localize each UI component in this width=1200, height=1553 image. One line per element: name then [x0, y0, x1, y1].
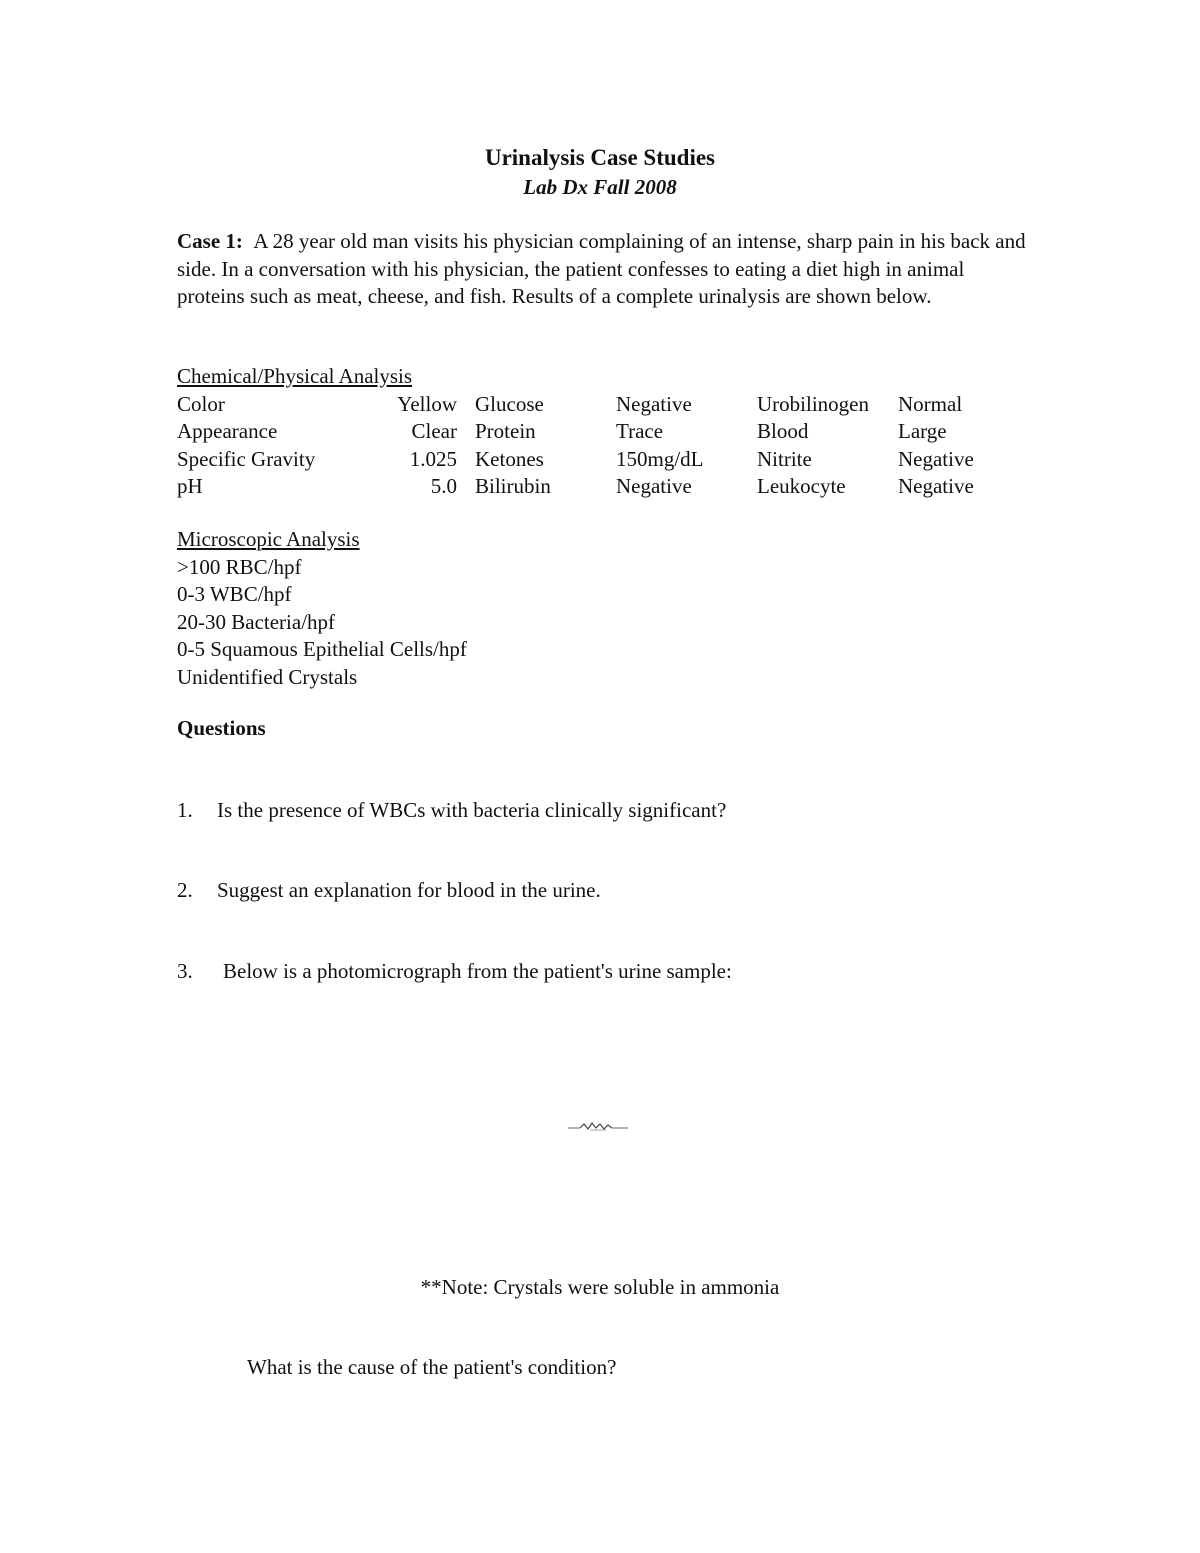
microscopic-analysis-list: [177, 554, 467, 692]
test-name: Specific Gravity: [177, 446, 316, 471]
chemical-table-row: [177, 473, 1018, 501]
test-name: pH: [177, 474, 203, 498]
question-text: Below is a photomicrograph from the patient's urine sample:: [223, 959, 732, 983]
crystal-note: **Note: Crystals were soluble in ammonia: [420, 1275, 780, 1299]
test-name: Leukocyte: [757, 474, 846, 498]
document-subtitle: Lab Dx Fall 2008: [523, 175, 677, 199]
question-text: Suggest an explanation for blood in the urine.: [217, 878, 601, 902]
question-1: [177, 797, 726, 825]
microscopic-item: 0-3 WBC/hpf: [177, 582, 292, 606]
test-name: Glucose: [475, 391, 544, 416]
test-result: Negative: [616, 391, 692, 416]
test-name: Protein: [475, 419, 536, 443]
test-result: Normal: [898, 391, 963, 416]
chemical-analysis-section: [177, 363, 1018, 501]
test-name: Nitrite: [757, 446, 812, 471]
microscopic-item: 20-30 Bacteria/hpf: [177, 609, 336, 634]
case-intro-paragraph: [177, 228, 1027, 311]
case-label: Case 1:: [177, 229, 243, 253]
microscopic-item: >100 RBC/hpf: [177, 554, 302, 579]
test-result: Yellow: [397, 391, 457, 416]
question-2: [177, 877, 601, 905]
test-result: 150mg/dL: [616, 446, 704, 471]
test-name: Urobilinogen: [757, 391, 869, 416]
chemical-analysis-heading: Chemical/Physical Analysis: [177, 364, 413, 388]
test-result: Negative: [616, 474, 692, 498]
chemical-analysis-table: [177, 391, 1018, 501]
test-name: Bilirubin: [475, 474, 551, 498]
test-name: Blood: [757, 419, 809, 443]
test-result: Trace: [616, 419, 664, 443]
test-result: Clear: [411, 419, 457, 443]
questions-heading: Questions: [177, 716, 266, 740]
chemical-table-row: [177, 391, 1018, 419]
test-name: Ketones: [475, 446, 544, 471]
test-result: Negative: [898, 474, 974, 498]
question-number: 3.: [177, 959, 193, 983]
case-text: A 28 year old man visits his physician complaining of an intense, sharp pain in his back and side. In a conversation with his physician, the patient confesses to eating a diet high in animal proteins such as meat, cheese, and fish. Results of a complete urinalysis are shown below.: [177, 229, 1026, 308]
test-result: Negative: [898, 446, 974, 471]
test-result: Large: [898, 419, 947, 443]
question-number: 2.: [177, 878, 193, 902]
question-number: 1.: [177, 798, 193, 822]
question-text: Is the presence of WBCs with bacteria clinically significant?: [217, 798, 727, 822]
microscopic-item: 0-5 Squamous Epithelial Cells/hpf: [177, 637, 467, 661]
test-result: 5.0: [430, 474, 457, 498]
test-result: 1.025: [409, 446, 457, 471]
microscopic-item: Unidentified Crystals: [177, 664, 358, 689]
final-question: What is the cause of the patient's condition?: [247, 1355, 617, 1379]
question-3: [177, 958, 732, 986]
microscopic-analysis-heading: Microscopic Analysis: [177, 527, 360, 551]
test-name: Appearance: [177, 419, 278, 443]
document-title: Urinalysis Case Studies: [484, 145, 716, 170]
microscopic-analysis-section: [177, 526, 467, 691]
chemical-table-row: [177, 446, 1018, 474]
photomicrograph-image: [566, 1120, 630, 1134]
test-name: Color: [177, 391, 225, 416]
chemical-table-row: [177, 418, 1018, 446]
